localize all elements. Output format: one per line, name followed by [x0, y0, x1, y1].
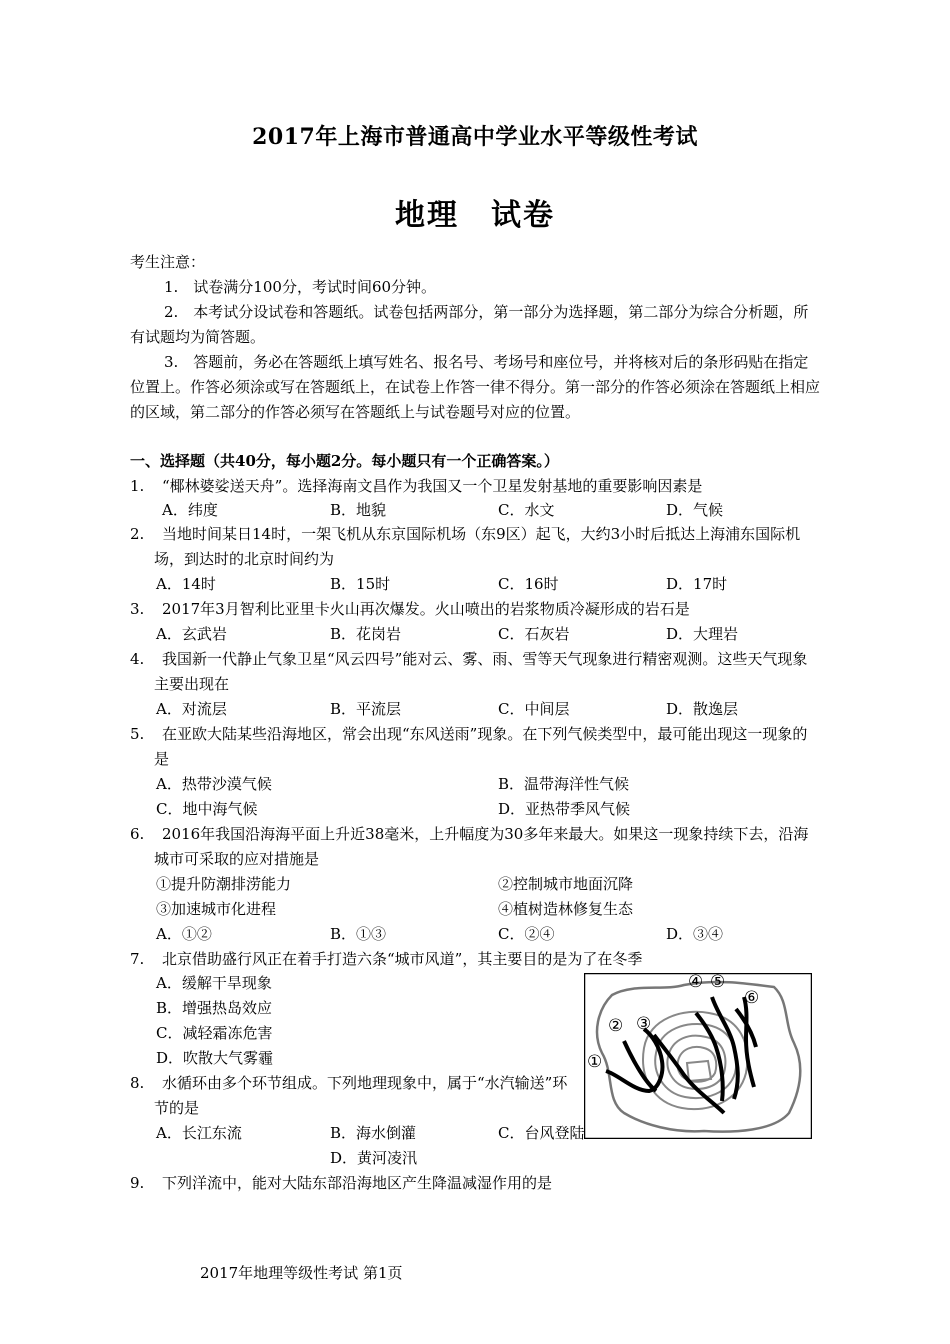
- question-stem: 水循环由多个环节组成。下列地理现象中，属于“水汽输送”环节的是: [154, 1074, 568, 1117]
- notice-item: 1. 试卷满分100分，考试时间60分钟。: [164, 278, 437, 296]
- option: B．15时: [330, 575, 391, 593]
- option: D．黄河凌汛: [330, 1149, 418, 1167]
- question-9: [130, 1171, 820, 1196]
- option: B．地貌: [330, 501, 387, 519]
- option: D．亚热带季风气候: [498, 800, 631, 818]
- corridor-label: ③: [636, 1014, 652, 1034]
- option: B．温带海洋性气候: [498, 775, 630, 793]
- question-stem: “椰林婆娑送天舟”。选择海南文昌作为我国又一个卫星发射基地的重要影响因素是: [162, 477, 703, 495]
- question-stem: 我国新一代静止气象卫星“风云四号”能对云、雾、雨、雪等天气现象进行精密观测。这些天气现象主要出现在: [154, 650, 808, 693]
- option: C．中间层: [498, 700, 570, 718]
- option: B．平流层: [330, 700, 402, 718]
- question-7: [130, 947, 820, 972]
- option: C．地中海气候: [156, 800, 258, 818]
- option: C．台风登陆: [498, 1124, 585, 1142]
- option: A．对流层: [156, 700, 227, 718]
- question-options: [156, 797, 836, 822]
- corridor-label: ⑥: [744, 988, 760, 1008]
- question-6: [130, 822, 820, 872]
- option: A．缓解干旱现象: [156, 974, 272, 992]
- question-options: [156, 772, 836, 797]
- section-heading: 一、选择题（共40分，每小题2分。每小题只有一个正确答案。）: [130, 452, 559, 470]
- option: A．玄武岩: [156, 625, 227, 643]
- option: D．散逸层: [666, 700, 739, 718]
- question-stem: 北京借助盛行风正在着手打造六条“城市风道”，其主要目的是为了在冬季: [162, 950, 643, 968]
- notice-item: 2. 本考试分设试卷和答题纸。试卷包括两部分，第一部分为选择题，第二部分为综合分析题，所有试题均为简答题。: [130, 303, 809, 346]
- option: D．大理岩: [666, 625, 739, 643]
- option: D．③④: [666, 925, 724, 943]
- question-choices: [156, 897, 836, 922]
- exam-title: 2017年上海市普通高中学业水平等级性考试: [252, 124, 698, 150]
- question-1: [130, 474, 820, 499]
- question-number: 3.: [130, 600, 145, 618]
- question-options: [156, 1121, 585, 1146]
- option: A．①②: [156, 925, 212, 943]
- question-stem: 下列洋流中，能对大陆东部沿海地区产生降温减湿作用的是: [162, 1174, 553, 1192]
- question-options: [162, 498, 842, 523]
- wind-corridor-map: [584, 973, 812, 1139]
- option: C．石灰岩: [498, 625, 570, 643]
- question-stem: 2017年3月智利比亚里卡火山再次爆发。火山喷出的岩浆物质冷凝形成的岩石是: [162, 600, 690, 618]
- page-footer: 2017年地理等级性考试 第1页: [200, 1264, 403, 1282]
- option: C．水文: [498, 501, 555, 519]
- question-number: 5.: [130, 725, 145, 743]
- map-frame: [585, 974, 812, 1139]
- option: A．长江东流: [156, 1124, 242, 1142]
- candidate-notice: [130, 250, 820, 425]
- option: C．减轻霜冻危害: [156, 1024, 273, 1042]
- option: C．16时: [498, 575, 559, 593]
- choice: ②控制城市地面沉降: [498, 875, 634, 893]
- corridor-label: ②: [608, 1016, 624, 1036]
- option: D．吹散大气雾霾: [156, 1049, 274, 1067]
- corridor-label: ④: [688, 973, 704, 992]
- option: B．花岗岩: [330, 625, 402, 643]
- option: D．气候: [666, 501, 724, 519]
- question-number: 6.: [130, 825, 145, 843]
- question-number: 1.: [130, 477, 145, 495]
- question-options: [156, 922, 836, 947]
- option: B．海水倒灌: [330, 1124, 417, 1142]
- question-options: [156, 697, 836, 722]
- choice: ①提升防潮排涝能力: [156, 875, 292, 893]
- question-options: [156, 1146, 576, 1171]
- corridor-label: ①: [587, 1052, 603, 1072]
- question-2: [130, 522, 820, 572]
- exam-subject: 地理 试卷: [395, 198, 555, 233]
- choice: ③加速城市化进程: [156, 900, 277, 918]
- option: A．纬度: [162, 501, 218, 519]
- option: C．②④: [498, 925, 555, 943]
- corridor-label: ⑤: [710, 973, 726, 992]
- question-8: [130, 1071, 570, 1121]
- question-stem: 2016年我国沿海海平面上升近38毫米，上升幅度为30多年来最大。如果这一现象持续下去，沿海城市可采取的应对措施是: [154, 825, 809, 868]
- choice: ④植树造林修复生态: [498, 900, 634, 918]
- option: A．热带沙漠气候: [156, 775, 272, 793]
- question-number: 2.: [130, 525, 145, 543]
- question-stem: 当地时间某日14时，一架飞机从东京国际机场（东9区）起飞，大约3小时后抵达上海浦东国际机场，到达时的北京时间约为: [154, 525, 801, 568]
- notice-heading: 考生注意：: [130, 253, 206, 271]
- question-number: 4.: [130, 650, 145, 668]
- option: A．14时: [156, 575, 216, 593]
- option: D．17时: [666, 575, 728, 593]
- question-number: 9.: [130, 1174, 145, 1192]
- question-stem: 在亚欧大陆某些沿海地区，常会出现“东风送雨”现象。在下列气候类型中，最可能出现这一现象的是: [154, 725, 808, 768]
- question-4: [130, 647, 820, 697]
- option: B．增强热岛效应: [156, 999, 273, 1017]
- question-options: [156, 572, 836, 597]
- question-3: [130, 597, 820, 622]
- question-options: [156, 622, 836, 647]
- question-number: 8.: [130, 1074, 145, 1092]
- question-choices: [156, 872, 836, 897]
- question-number: 7.: [130, 950, 145, 968]
- option: B．①③: [330, 925, 387, 943]
- question-5: [130, 722, 820, 772]
- notice-item: 3. 答题前，务必在答题纸上填写姓名、报名号、考场号和座位号，并将核对后的条形码贴在指定位置上。作答必须涂或写在答题纸上，在试卷上作答一律不得分。第一部分的作答必须涂在答题纸上相应的区域，第二部分的作答必须写在答题纸上与试卷题号对应的位置。: [130, 353, 821, 421]
